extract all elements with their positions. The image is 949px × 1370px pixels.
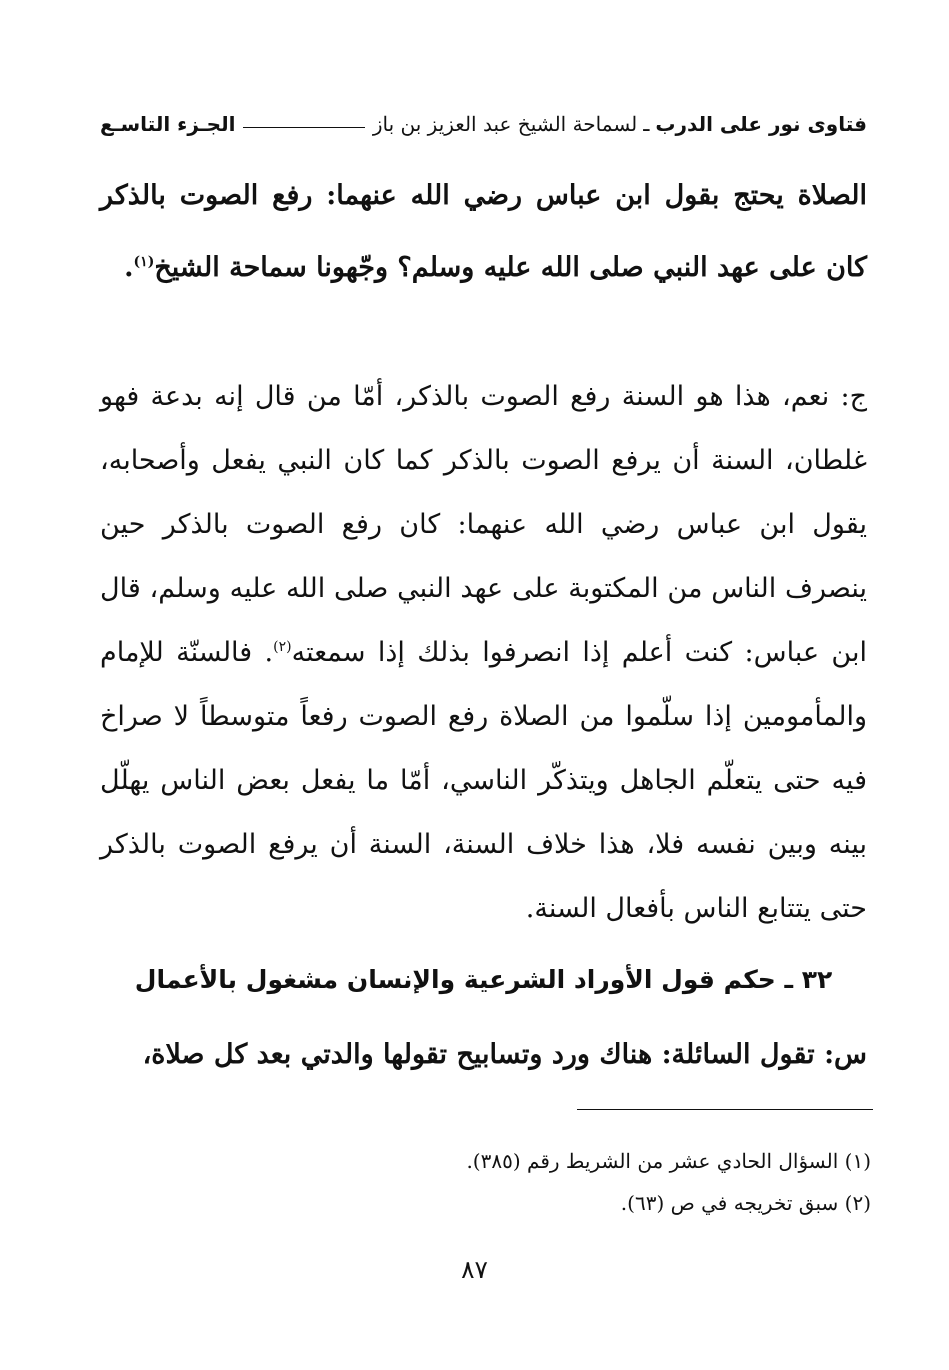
header-part: الجـزء التاسـع <box>100 112 236 136</box>
question-continued-end: . <box>124 252 134 283</box>
answer-paragraph <box>100 365 867 941</box>
header-rule <box>243 127 364 128</box>
header-separator: ـ <box>643 112 650 136</box>
header-author: لسماحة الشيخ عبد العزيز بن باز <box>372 112 638 136</box>
footnote-1: (١) السؤال الحادي عشر من الشريط رقم (٣٨٥). <box>466 1149 871 1173</box>
footnote-2: (٢) سبق تخريجه في ص (٦٣). <box>620 1191 871 1215</box>
answer-part-2: . فالسنّة للإمام والمأمومين إذا سلّموا من الصلاة رفع الصوت رفعاً متوسطاً لا صراخ فيه حتى يتعلّم الجاهل ويتذكّر الناسي، أمّا ما يفعل بعض الناس يهلّل بينه وبين نفسه فلا، هذا خلاف السنة، السنة أن يرفع الصوت بالذكر حتى يتتابع الناس بأفعال السنة. <box>100 637 867 924</box>
footnote-ref-2: (٢) <box>273 639 292 655</box>
answer-part-1: ج: نعم، هذا هو السنة رفع الصوت بالذكر، أمّا من قال إنه بدعة فهو غلطان، السنة أن يرفع الصوت بالذكر كما كان النبي يفعل وأصحابه، يقول ابن عباس رضي الله عنهما: كان رفع الصوت بالذكر حين ينصرف الناس من المكتوبة على عهد النبي صلى الله عليه وسلم، قال ابن عباس: كنت أعلم إذا انصرفوا بذلك إذا سمعته <box>100 381 867 668</box>
new-question: س: تقول السائلة: هناك ورد وتسابيح تقولها والدتي بعد كل صلاة، <box>142 1039 867 1070</box>
page-number: ٨٧ <box>461 1255 488 1284</box>
footnote-ref-1: (١) <box>133 254 155 270</box>
footnote-separator <box>577 1109 873 1110</box>
header-book-title: فتاوى نور على الدرب <box>655 112 867 136</box>
question-continued-text: الصلاة يحتج بقول ابن عباس رضي الله عنهما: رفع الصوت بالذكر كان على عهد النبي صلى الله عليه وسلم؟ وجّهونا سماحة الشيخ <box>100 180 867 283</box>
section-heading: ٣٢ ـ حكم قول الأوراد الشرعية والإنسان مشغول بالأعمال <box>134 965 833 994</box>
running-header <box>100 96 867 136</box>
footnotes <box>100 1140 871 1224</box>
question-continued <box>100 160 867 304</box>
